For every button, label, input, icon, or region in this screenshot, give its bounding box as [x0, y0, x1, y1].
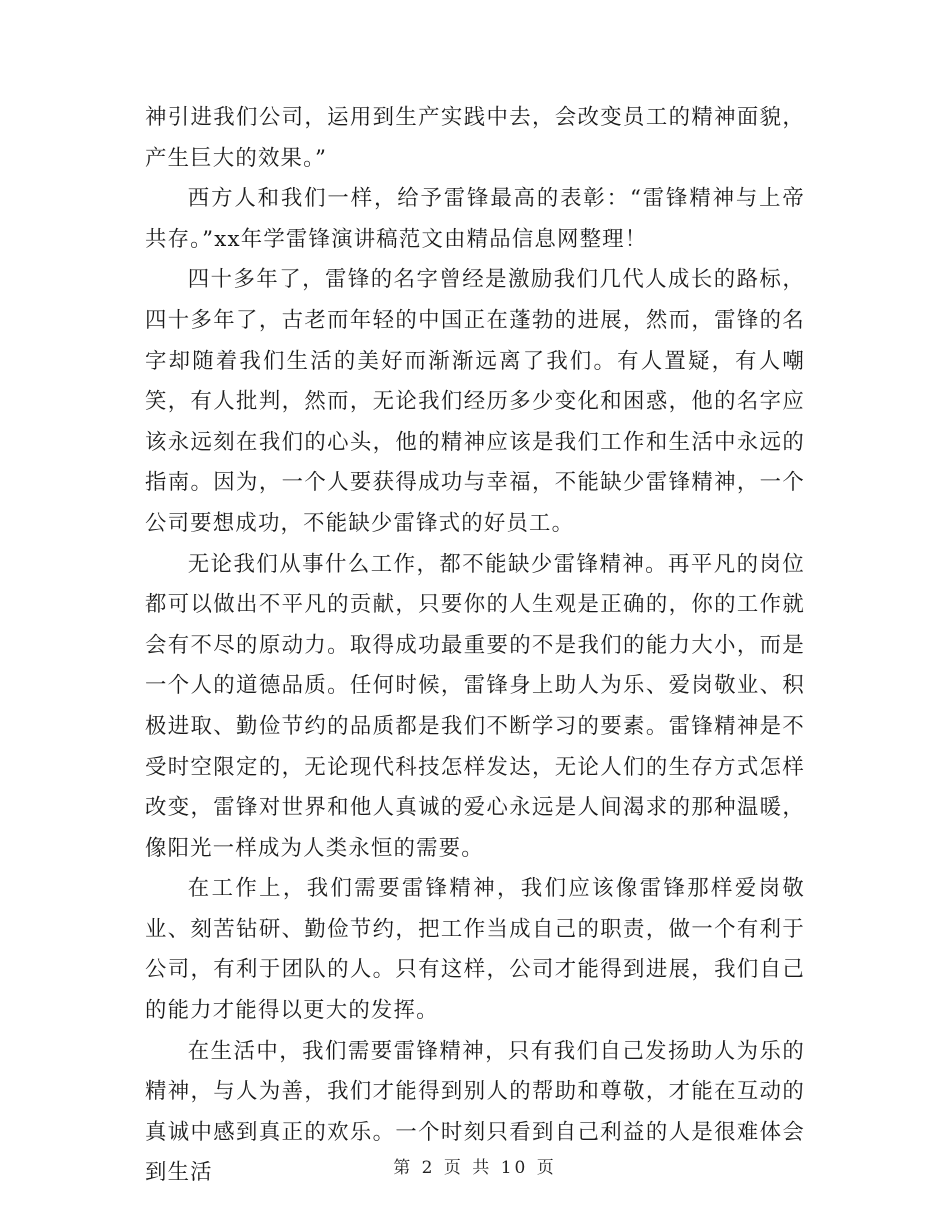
paragraph-4: 无论我们从事什么工作，都不能缺少雷锋精神。再平凡的岗位都可以做出不平凡的贡献，只要你的人生观是正确的，你的工作就会有不尽的原动力。取得成功最重要的不是我们的能力大小，而是一个人的道德品质。任何时候，雷锋身上助人为乐、爱岗敬业、积极进取、勤俭节约的品质都是我们不断学习的要素。雷锋精神是不受时空限定的，无论现代科技怎样发达，无论人们的生存方式怎样改变，雷锋对世界和他人真诚的爱心永远是人间渴求的那种温暖，像阳光一样成为人类永恒的需要。 [145, 551, 805, 861]
paragraph-3: 四十多年了，雷锋的名字曾经是激励我们几代人成长的路标，四十多年了，古老而年轻的中国正在蓬勃的进展，然而，雷锋的名字却随着我们生活的美好而渐渐远离了我们。有人置疑，有人嘲笑，有人批判，然而，无论我们经历多少变化和困惑，他的名字应该永远刻在我们的心头，他的精神应该是我们工作和生活中永远的指南。因为，一个人要获得成功与幸福，不能缺少雷锋精神，一个公司要想成功，不能缺少雷锋式的好员工。 [145, 267, 805, 536]
paragraph-1: 神引进我们公司，运用到生产实践中去，会改变员工的精神面貌，产生巨大的效果。” [145, 105, 805, 171]
paragraph-6: 在生活中，我们需要雷锋精神，只有我们自己发扬助人为乐的精神，与人为善，我们才能得到别人的帮助和尊敬，才能在互动的真诚中感到真正的欢乐。一个时刻只看到自己利益的人是很难体会到生活 [145, 1038, 805, 1186]
paragraph-2: 西方人和我们一样，给予雷锋最高的表彰：“雷锋精神与上帝共存。”xx年学雷锋演讲稿范文由精品信息网整理！ [145, 186, 805, 252]
document-body [145, 98, 805, 1194]
paragraph-5: 在工作上，我们需要雷锋精神，我们应该像雷锋那样爱岗敬业、刻苦钻研、勤俭节约，把工作当成自己的职责，做一个有利于公司，有利于团队的人。只有这样，公司才能得到进展，我们自己的能力才能得以更大的发挥。 [145, 876, 805, 1024]
page-number-footer: 第 2 页 共 10 页 [393, 1158, 557, 1178]
